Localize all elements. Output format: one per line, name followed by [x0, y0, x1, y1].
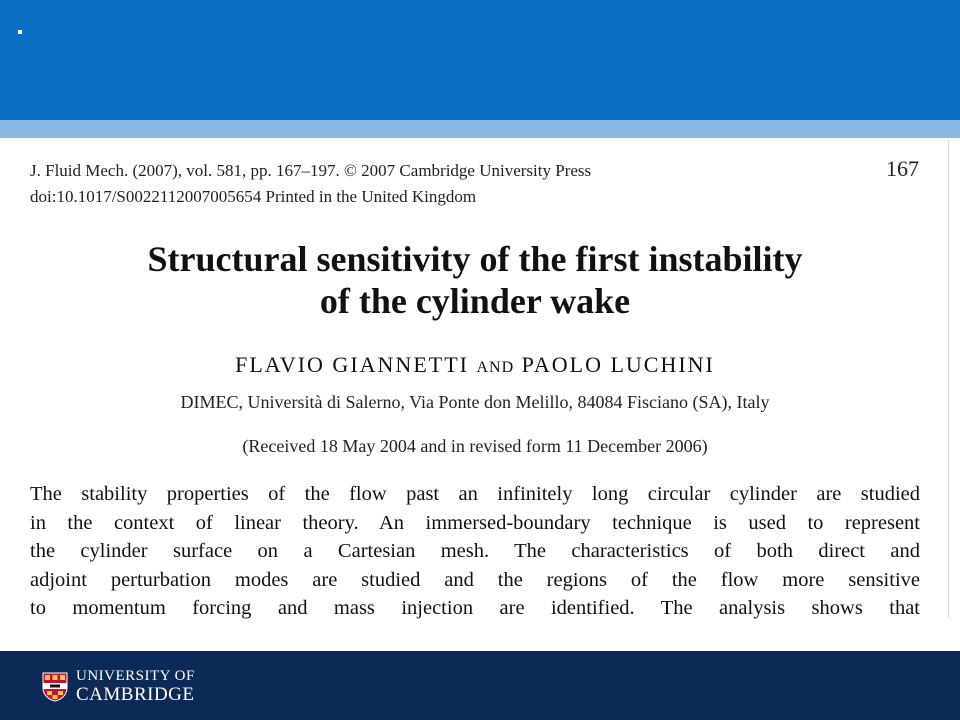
page-number: 167 [886, 156, 919, 181]
doi-line: doi:10.1017/S0022112007005654 Printed in the United Kingdom [30, 187, 477, 206]
authors [40, 352, 910, 378]
logo-text-line-2: CAMBRIDGE [76, 684, 195, 705]
logo-text-line-1: UNIVERSITY OF [76, 668, 195, 684]
abstract-line-4: adjoint perturbation modes are studied and the regions of the flow more sensitive [30, 568, 920, 591]
title-line-1: Structural sensitivity of the first instability [147, 239, 803, 279]
abstract-line-5: to momentum forcing and mass injection are identified. The analysis shows that [30, 597, 920, 619]
abstract-line-3: the cylinder surface on a Cartesian mesh. The characteristics of both direct and [30, 540, 920, 562]
author-2: PAOLO LUCHINI [521, 352, 715, 377]
page-edge-line [948, 140, 949, 618]
cambridge-crest-icon [42, 672, 68, 702]
bullet-dot [18, 30, 22, 34]
affiliation: DIMEC, Università di Salerno, Via Ponte don Melillo, 84084 Fisciano (SA), Italy [180, 392, 770, 412]
top-banner [0, 0, 960, 120]
paper-title [40, 238, 910, 322]
abstract-line-2: in the context of linear theory. An immersed-boundary technique is used to represent [30, 511, 920, 534]
author-1: FLAVIO GIANNETTI [235, 352, 469, 377]
author-and: AND [476, 359, 515, 376]
journal-citation: J. Fluid Mech. (2007), vol. 581, pp. 167–197. © 2007 Cambridge University Press [30, 161, 592, 180]
sub-banner-band [0, 120, 960, 138]
received-dates: (Received 18 May 2004 and in revised form 11 December 2006) [242, 436, 708, 456]
abstract-line-1: The stability properties of the flow past an infinitely long circular cylinder are studied [30, 483, 920, 505]
title-line-2: of the cylinder wake [319, 281, 631, 321]
abstract [30, 480, 920, 623]
